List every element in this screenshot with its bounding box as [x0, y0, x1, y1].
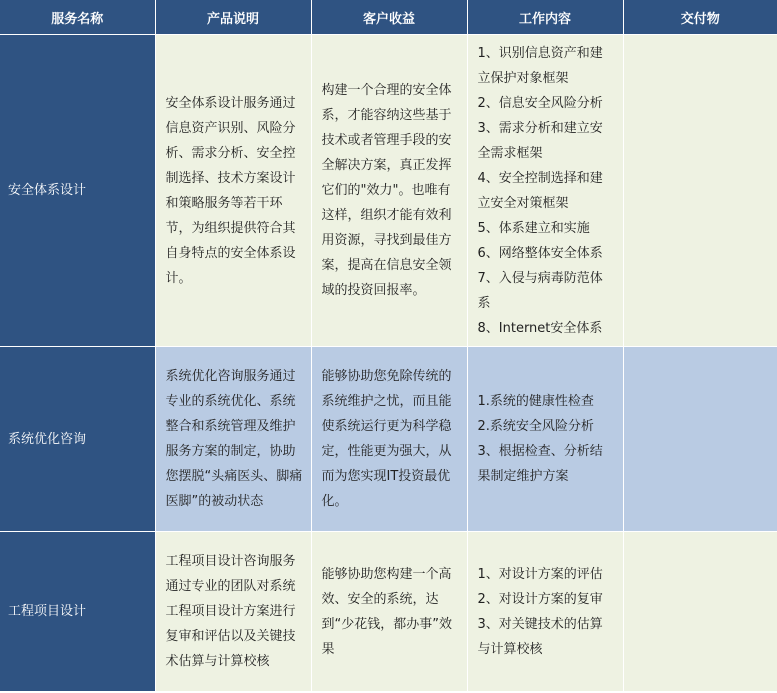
header-service-name: 服务名称 — [0, 0, 155, 35]
header-row — [0, 0, 777, 35]
work-item: 1、识别信息资产和建立保护对象框架 — [477, 45, 603, 86]
description-cell — [155, 532, 311, 692]
deliverable-cell — [623, 35, 777, 347]
work-item: 2.系统安全风险分析 — [477, 419, 594, 434]
work-item: 7、入侵与病毒防范体系 — [477, 270, 603, 311]
benefit-text: 能够协助您免除传统的系统维护之忧，而且能使系统运行更为科学稳定，性能更为强大，从而为您实现IT投资最优化。 — [321, 369, 452, 509]
description-text: 工程项目设计咨询服务通过专业的团队对系统工程项目设计方案进行复审和评估以及关键技术估算与计算校核 — [165, 554, 296, 669]
header-benefit: 客户收益 — [311, 0, 467, 35]
deliverable-cell — [623, 347, 777, 532]
header-description: 产品说明 — [155, 0, 311, 35]
table-row — [0, 35, 777, 347]
service-name: 工程项目设计 — [8, 604, 87, 619]
work-item: 2、信息安全风险分析 — [477, 95, 603, 111]
description-text: 安全体系设计服务通过信息资产识别、风险分析、需求分析、安全控制选择、技术方案设计和策略服务等若干环节，为组织提供符合其自身特点的安全体系设计。 — [165, 95, 296, 286]
work-item: 6、网络整体安全体系 — [477, 245, 603, 261]
work-item: 8、Internet安全体系 — [477, 320, 603, 336]
description-text: 系统优化咨询服务通过专业的系统优化、系统整合和系统管理及维护服务方案的制定，协助您摆脱“头痛医头、脚痛医脚”的被动状态 — [165, 369, 303, 509]
work-item: 2、对设计方案的复审 — [477, 591, 603, 607]
work-item: 1、对设计方案的评估 — [477, 566, 603, 582]
benefit-cell — [311, 532, 467, 692]
work-item: 3、根据检查、分析结果制定维护方案 — [477, 444, 603, 484]
work-item: 1.系统的健康性检查 — [477, 394, 594, 409]
service-name-cell — [0, 35, 155, 347]
work-list — [478, 41, 615, 341]
benefit-text: 能够协助您构建一个高效、安全的系统，达到“少花钱，都办事”效果 — [321, 566, 452, 657]
work-item: 5、体系建立和实施 — [477, 220, 590, 236]
work-item: 3、需求分析和建立安全需求框架 — [477, 120, 603, 161]
benefit-cell — [311, 35, 467, 347]
work-item: 3、对关键技术的估算与计算校核 — [477, 616, 603, 657]
description-cell — [155, 347, 311, 532]
work-list — [478, 562, 615, 662]
service-name: 安全体系设计 — [8, 183, 87, 198]
work-item: 4、安全控制选择和建立安全对策框架 — [477, 170, 603, 211]
header-work: 工作内容 — [467, 0, 623, 35]
description-cell — [155, 35, 311, 347]
table-row — [0, 347, 777, 532]
benefit-cell — [311, 347, 467, 532]
work-cell — [467, 347, 623, 532]
header-deliverable: 交付物 — [623, 0, 777, 35]
work-list — [478, 389, 615, 489]
benefit-text: 构建一个合理的安全体系，才能容纳这些基于技术或者管理手段的安全解决方案，真正发挥它们的"效力"。也唯有这样，组织才能有效利用资源，寻找到最佳方案，提高在信息安全领域的投资回报率。 — [321, 83, 452, 298]
work-cell — [467, 532, 623, 692]
service-name: 系统优化咨询 — [8, 431, 87, 447]
table-row — [0, 532, 777, 692]
service-name-cell — [0, 347, 155, 532]
service-name-cell — [0, 532, 155, 692]
deliverable-cell — [623, 532, 777, 692]
work-cell — [467, 35, 623, 347]
